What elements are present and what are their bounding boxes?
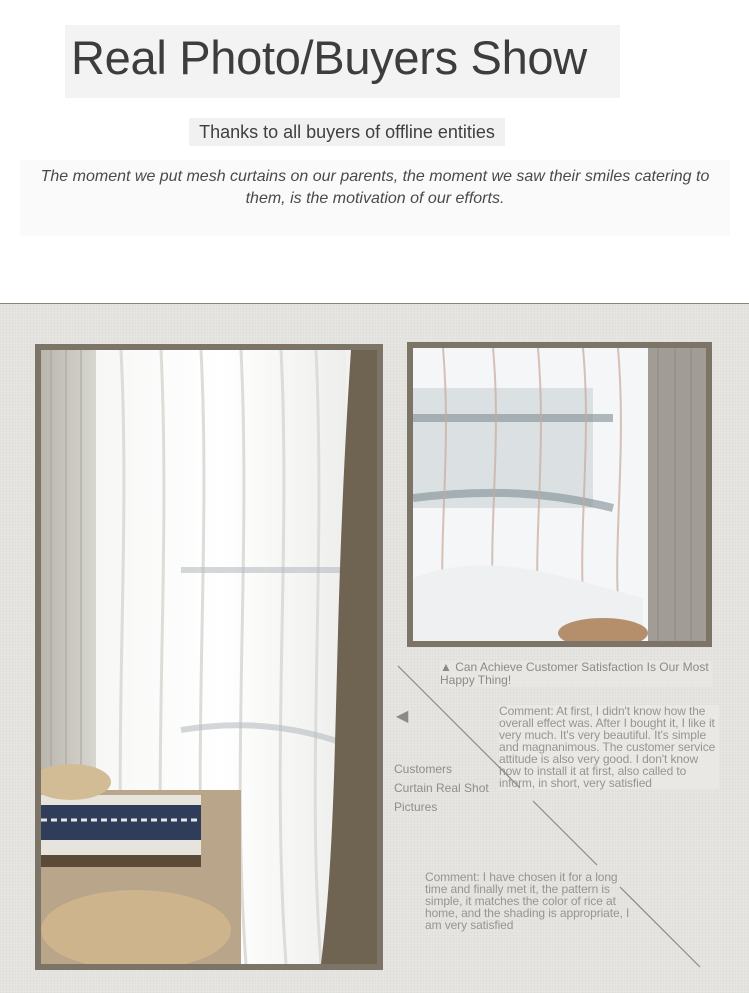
diagonal-line (533, 801, 597, 865)
decorative-diagonal-lines (0, 304, 749, 993)
arrow-left-icon: ◀ (396, 708, 409, 725)
buyers-show-panel (0, 303, 749, 993)
customer-comment-1: Comment: At first, I didn't know how the overall effect was. After I bought it, I like it very much. It's very beautiful. It's simple and magnanimous. The customer service attitude is also very good. I don't know how to install it at first, also called to inform, in short, very satisfied (499, 705, 719, 789)
subtitle-banner (189, 118, 505, 146)
customer-comment-2: Comment: I have chosen it for a long time and finally met it, the pattern is simple, it matches the color of rice at home, and the shading is appropriate, I am very satisfied (425, 870, 630, 932)
title-banner (65, 25, 620, 98)
diagonal-line (620, 887, 700, 967)
customers-label-line: Customers (394, 762, 453, 776)
motivation-quote: The moment we put mesh curtains on our parents, the moment we saw their smiles catering to them, is the motivation of our efforts. (40, 168, 710, 207)
header-section (0, 0, 749, 303)
customers-label-line: Pictures (394, 800, 438, 814)
page-title: Real Photo/Buyers Show (71, 31, 587, 84)
customers-label-line: Curtain Real Shot (394, 781, 489, 795)
quote-banner (20, 160, 730, 236)
diagonal-line (398, 666, 520, 788)
satisfaction-caption: ▲ Can Achieve Customer Satisfaction Is Our Most Happy Thing! (440, 661, 712, 687)
page-subtitle: Thanks to all buyers of offline entities (199, 122, 495, 142)
